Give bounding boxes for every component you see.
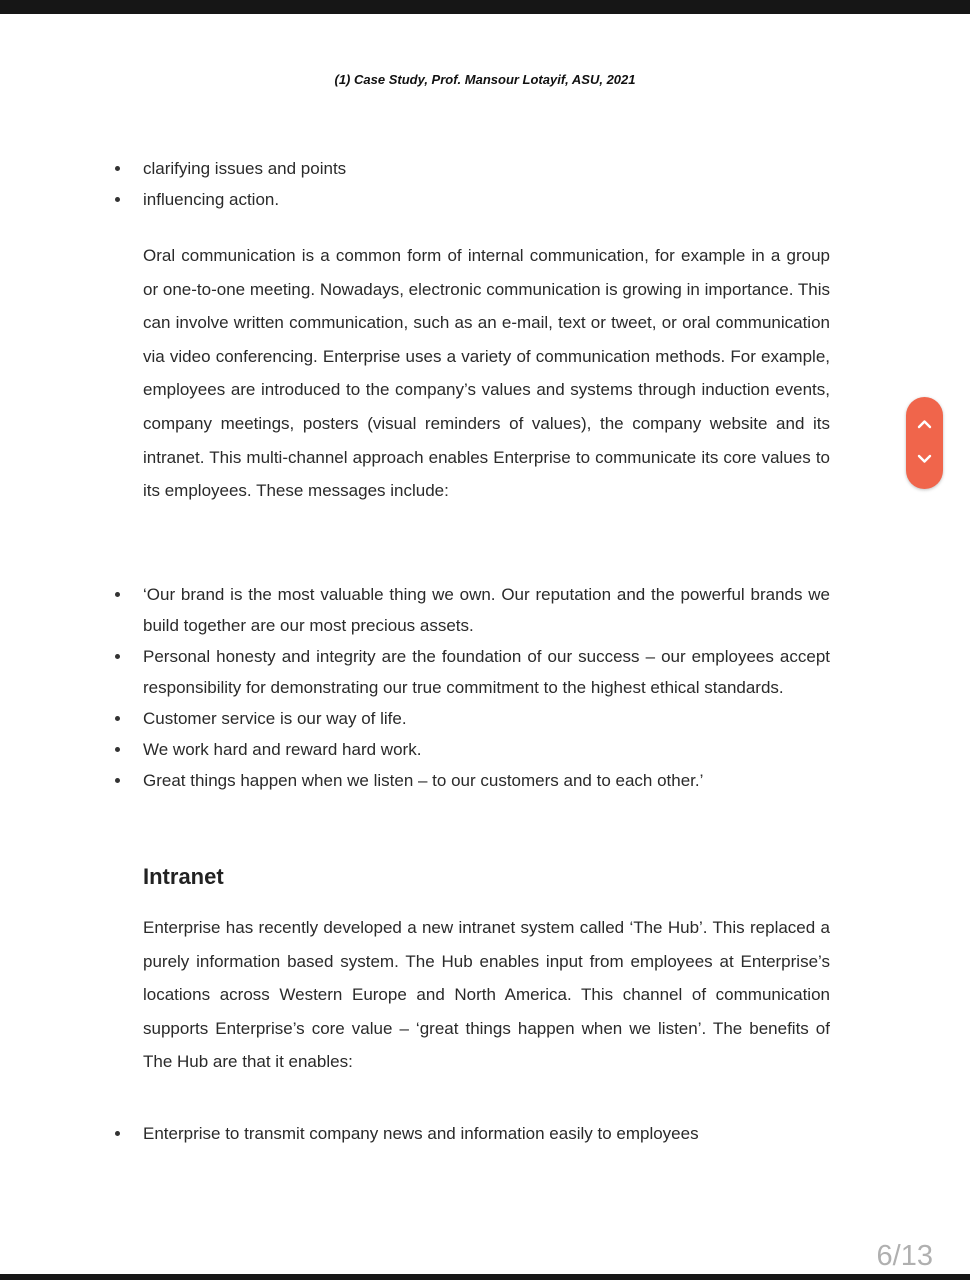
list-item: clarifying issues and points: [0, 153, 830, 184]
bullet-icon: [115, 166, 120, 171]
list-item: Enterprise to transmit company news and information easily to employees: [0, 1118, 830, 1149]
bullet-list-1: [0, 153, 970, 215]
page-indicator: 6/13: [876, 1240, 933, 1272]
bullet-icon: [115, 1131, 120, 1136]
bullet-icon: [115, 747, 120, 752]
list-item: ‘Our brand is the most valuable thing we own. Our reputation and the powerful brands we build together are our most precious assets.: [0, 579, 830, 641]
bullet-icon: [115, 716, 120, 721]
chevron-up-icon[interactable]: [917, 419, 932, 429]
section-heading-intranet: Intranet: [143, 864, 224, 889]
bullet-icon: [115, 654, 120, 659]
bottom-bar: [0, 1274, 970, 1280]
paragraph-intranet: Enterprise has recently developed a new intranet system called ‘The Hub’. This replaced a purely information based system. The Hub enables input from employees at Enterprise’s locations across Western Europe and North America. This channel of communication supports Enterprise’s core value – ‘great things happen when we listen’. The benefits of The Hub are that it enables:: [143, 918, 830, 1072]
list-item: Great things happen when we listen – to our customers and to each other.’: [0, 765, 830, 796]
list-item: Customer service is our way of life.: [0, 703, 830, 734]
chevron-down-icon[interactable]: [917, 454, 932, 464]
list-item: Personal honesty and integrity are the foundation of our success – our employees accept responsibility for demonstrating our true commitment to the highest ethical standards.: [0, 641, 830, 703]
page-header: (1) Case Study, Prof. Mansour Lotayif, ASU, 2021: [334, 72, 636, 87]
bullet-icon: [115, 592, 120, 597]
list-item: influencing action.: [0, 184, 830, 215]
bullet-icon: [115, 197, 120, 202]
list-item: We work hard and reward hard work.: [0, 734, 830, 765]
bullet-icon: [115, 778, 120, 783]
page-nav-control: [906, 397, 943, 489]
bullet-list-values: [0, 579, 970, 796]
paragraph-oral-communication: Oral communication is a common form of internal communication, for example in a group or one-to-one meeting. Nowadays, electronic communication is growing in importance. This can involve written communication, such as an e-mail, text or tweet, or oral communication via video conferencing. Enterprise uses a variety of communication methods. For example, employees are introduced to the company’s values and systems through induction events, company meetings, posters (visual reminders of values), the company website and its intranet. This multi-channel approach enables Enterprise to communicate its core values to its employees. These messages include:: [143, 246, 830, 501]
top-bar: [0, 0, 970, 14]
bullet-list-3: [0, 1118, 970, 1149]
